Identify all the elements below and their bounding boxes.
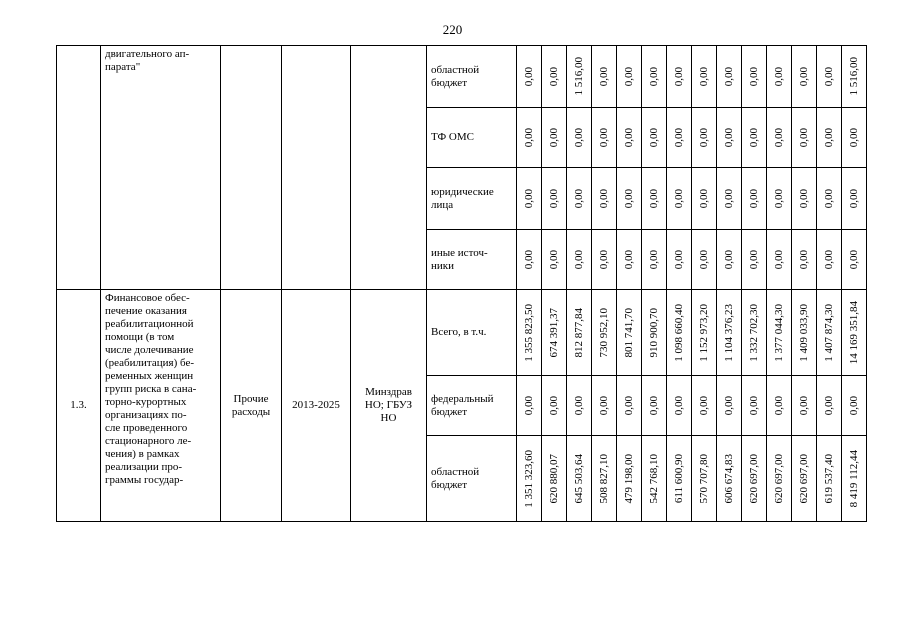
value-cell	[692, 230, 717, 290]
funding-source: юридические лица	[427, 168, 517, 230]
value-text: 0,00	[522, 66, 535, 87]
value-text: 0,00	[847, 188, 860, 209]
value-cell	[767, 168, 792, 230]
budget-table	[56, 45, 867, 522]
value-cell	[567, 108, 592, 168]
value-text: 0,00	[822, 249, 835, 270]
measure-name: Финансовое обес- печение оказания реабилитационной помощи (в том числе долечивание (реабилитация) бе- ременных женщин групп риска в сана- торно-курортных организациях по- сле проведенного стационарного ле- чения) в рамках реализации про- граммы государ-	[101, 290, 221, 522]
value-text: 542 768,10	[647, 453, 660, 504]
value-text: 0,00	[697, 188, 710, 209]
executor-cell	[351, 46, 427, 290]
value-cell	[792, 290, 817, 376]
value-text: 645 503,64	[572, 453, 585, 504]
value-text: 0,00	[597, 127, 610, 148]
value-text: 0,00	[772, 127, 785, 148]
value-cell	[717, 168, 742, 230]
value-cell	[717, 290, 742, 376]
value-cell	[842, 290, 867, 376]
value-text: 0,00	[822, 188, 835, 209]
value-text: 0,00	[847, 249, 860, 270]
value-cell	[542, 376, 567, 436]
value-cell	[792, 108, 817, 168]
value-text: 0,00	[547, 395, 560, 416]
value-text: 0,00	[572, 395, 585, 416]
expense-type-cell	[221, 46, 282, 290]
value-text: 0,00	[822, 66, 835, 87]
value-cell	[667, 108, 692, 168]
value-cell	[767, 376, 792, 436]
value-cell	[567, 436, 592, 522]
value-text: 0,00	[747, 127, 760, 148]
period-cell	[282, 46, 351, 290]
value-cell	[842, 46, 867, 108]
value-text: 0,00	[622, 249, 635, 270]
value-cell	[692, 290, 717, 376]
value-cell	[717, 376, 742, 436]
value-cell	[592, 290, 617, 376]
value-text: 0,00	[522, 188, 535, 209]
value-text: 620 697,00	[747, 453, 760, 504]
value-text: 570 707,80	[697, 453, 710, 504]
value-text: 0,00	[697, 127, 710, 148]
page-number: 220	[442, 22, 463, 37]
value-cell	[792, 230, 817, 290]
value-cell	[792, 46, 817, 108]
value-text: 0,00	[822, 127, 835, 148]
value-text: 0,00	[847, 127, 860, 148]
value-text: 0,00	[522, 249, 535, 270]
value-text: 0,00	[672, 127, 685, 148]
value-cell	[542, 290, 567, 376]
value-text: 0,00	[572, 188, 585, 209]
value-text: 0,00	[697, 66, 710, 87]
value-text: 0,00	[672, 66, 685, 87]
value-cell	[792, 436, 817, 522]
value-cell	[792, 376, 817, 436]
value-cell	[667, 290, 692, 376]
value-text: 0,00	[647, 66, 660, 87]
value-text: 1 332 702,30	[747, 303, 760, 362]
value-cell	[642, 290, 667, 376]
value-cell	[617, 376, 642, 436]
value-text: 0,00	[647, 395, 660, 416]
value-text: 1 098 660,40	[672, 303, 685, 362]
value-text: 0,00	[797, 249, 810, 270]
value-text: 910 900,70	[647, 307, 660, 358]
value-cell	[817, 108, 842, 168]
value-cell	[592, 436, 617, 522]
value-text: 801 741,70	[622, 307, 635, 358]
value-text: 0,00	[772, 188, 785, 209]
value-text: 0,00	[847, 395, 860, 416]
value-text: 0,00	[722, 127, 735, 148]
value-cell	[517, 108, 542, 168]
value-cell	[667, 376, 692, 436]
value-text: 0,00	[597, 66, 610, 87]
value-cell	[517, 46, 542, 108]
funding-source: иные источ- ники	[427, 230, 517, 290]
value-cell	[842, 436, 867, 522]
value-cell	[517, 230, 542, 290]
value-cell	[692, 168, 717, 230]
value-cell	[667, 46, 692, 108]
value-cell	[842, 168, 867, 230]
item-number: 1.3.	[57, 290, 101, 522]
value-cell	[817, 436, 842, 522]
value-cell	[667, 436, 692, 522]
value-cell	[517, 168, 542, 230]
value-cell	[767, 436, 792, 522]
value-cell	[717, 436, 742, 522]
value-cell	[542, 230, 567, 290]
value-cell	[692, 46, 717, 108]
value-cell	[567, 290, 592, 376]
value-text: 0,00	[572, 127, 585, 148]
value-text: 0,00	[522, 395, 535, 416]
funding-source: областной бюджет	[427, 436, 517, 522]
value-text: 508 827,10	[597, 453, 610, 504]
value-text: 1 355 823,50	[522, 303, 535, 362]
value-text: 0,00	[697, 395, 710, 416]
measure-name: двигательного ап- парата"	[101, 46, 221, 290]
value-cell	[617, 290, 642, 376]
value-cell	[742, 168, 767, 230]
value-cell	[517, 376, 542, 436]
value-cell	[767, 46, 792, 108]
value-cell	[567, 230, 592, 290]
value-cell	[692, 108, 717, 168]
value-cell	[767, 290, 792, 376]
value-cell	[542, 168, 567, 230]
value-text: 620 880,07	[547, 453, 560, 504]
value-cell	[667, 168, 692, 230]
value-text: 0,00	[822, 395, 835, 416]
table-row	[57, 46, 867, 108]
value-text: 0,00	[797, 395, 810, 416]
value-cell	[842, 108, 867, 168]
value-cell	[542, 46, 567, 108]
value-text: 0,00	[747, 249, 760, 270]
value-text: 0,00	[547, 249, 560, 270]
value-cell	[717, 230, 742, 290]
implementation-period: 2013-2025	[282, 290, 351, 522]
value-text: 0,00	[647, 249, 660, 270]
value-text: 0,00	[797, 127, 810, 148]
table-row	[57, 290, 867, 376]
value-text: 0,00	[622, 188, 635, 209]
value-cell	[642, 376, 667, 436]
value-cell	[592, 230, 617, 290]
value-cell	[617, 436, 642, 522]
value-text: 0,00	[572, 249, 585, 270]
value-text: 1 152 973,20	[697, 303, 710, 362]
value-text: 620 697,00	[797, 453, 810, 504]
value-text: 0,00	[547, 127, 560, 148]
value-cell	[542, 108, 567, 168]
value-cell	[592, 376, 617, 436]
value-text: 0,00	[647, 127, 660, 148]
value-cell	[742, 436, 767, 522]
value-cell	[817, 230, 842, 290]
value-text: 0,00	[722, 188, 735, 209]
funding-source: областной бюджет	[427, 46, 517, 108]
value-cell	[567, 376, 592, 436]
value-cell	[517, 436, 542, 522]
value-text: 0,00	[797, 66, 810, 87]
value-text: 0,00	[547, 188, 560, 209]
value-cell	[742, 230, 767, 290]
value-cell	[642, 108, 667, 168]
value-cell	[642, 436, 667, 522]
value-text: 8 419 112,44	[847, 449, 860, 508]
value-text: 0,00	[772, 249, 785, 270]
value-cell	[767, 230, 792, 290]
funding-source: Всего, в т.ч.	[427, 290, 517, 376]
number-cell	[57, 46, 101, 290]
value-cell	[642, 46, 667, 108]
value-text: 812 877,84	[572, 307, 585, 358]
value-cell	[592, 46, 617, 108]
value-text: 0,00	[672, 395, 685, 416]
value-text: 0,00	[772, 66, 785, 87]
value-cell	[817, 376, 842, 436]
value-cell	[642, 230, 667, 290]
value-text: 0,00	[797, 188, 810, 209]
value-text: 0,00	[647, 188, 660, 209]
value-text: 0,00	[547, 66, 560, 87]
value-text: 611 600,90	[672, 453, 685, 504]
value-cell	[592, 108, 617, 168]
value-cell	[617, 230, 642, 290]
value-cell	[692, 436, 717, 522]
value-cell	[567, 46, 592, 108]
value-text: 0,00	[747, 395, 760, 416]
value-cell	[842, 376, 867, 436]
value-cell	[767, 108, 792, 168]
value-text: 0,00	[672, 249, 685, 270]
value-text: 730 952,10	[597, 307, 610, 358]
value-text: 0,00	[747, 66, 760, 87]
value-text: 0,00	[697, 249, 710, 270]
value-cell	[817, 168, 842, 230]
value-text: 0,00	[622, 66, 635, 87]
value-cell	[567, 168, 592, 230]
value-text: 0,00	[597, 188, 610, 209]
value-text: 674 391,37	[547, 307, 560, 358]
value-text: 0,00	[672, 188, 685, 209]
value-text: 1 351 323,60	[522, 449, 535, 508]
value-text: 0,00	[722, 249, 735, 270]
value-cell	[542, 436, 567, 522]
value-text: 1 104 376,23	[722, 303, 735, 362]
value-cell	[842, 230, 867, 290]
value-text: 0,00	[747, 188, 760, 209]
funding-source: федеральный бюджет	[427, 376, 517, 436]
value-text: 1 409 033,90	[797, 303, 810, 362]
expense-type: Прочие расходы	[221, 290, 282, 522]
value-text: 0,00	[772, 395, 785, 416]
funding-source: ТФ ОМС	[427, 108, 517, 168]
value-cell	[617, 168, 642, 230]
value-text: 606 674,83	[722, 453, 735, 504]
value-cell	[792, 168, 817, 230]
executor: Минздрав НО; ГБУЗ НО	[351, 290, 427, 522]
value-cell	[817, 290, 842, 376]
value-cell	[617, 108, 642, 168]
value-text: 0,00	[597, 395, 610, 416]
value-cell	[717, 46, 742, 108]
value-text: 1 516,00	[572, 57, 585, 96]
value-cell	[617, 46, 642, 108]
value-text: 0,00	[597, 249, 610, 270]
value-cell	[742, 108, 767, 168]
value-cell	[517, 290, 542, 376]
value-cell	[742, 290, 767, 376]
value-text: 479 198,00	[622, 453, 635, 504]
value-text: 619 537,40	[822, 453, 835, 504]
value-text: 1 516,00	[847, 57, 860, 96]
value-text: 0,00	[722, 66, 735, 87]
value-cell	[817, 46, 842, 108]
value-cell	[692, 376, 717, 436]
value-text: 1 377 044,30	[772, 303, 785, 362]
value-text: 620 697,00	[772, 453, 785, 504]
value-cell	[667, 230, 692, 290]
value-text: 14 169 351,84	[847, 300, 860, 365]
value-text: 1 407 874,30	[822, 303, 835, 362]
value-text: 0,00	[722, 395, 735, 416]
value-cell	[592, 168, 617, 230]
value-text: 0,00	[622, 395, 635, 416]
value-cell	[742, 46, 767, 108]
value-cell	[742, 376, 767, 436]
value-cell	[642, 168, 667, 230]
value-cell	[717, 108, 742, 168]
value-text: 0,00	[622, 127, 635, 148]
value-text: 0,00	[522, 127, 535, 148]
